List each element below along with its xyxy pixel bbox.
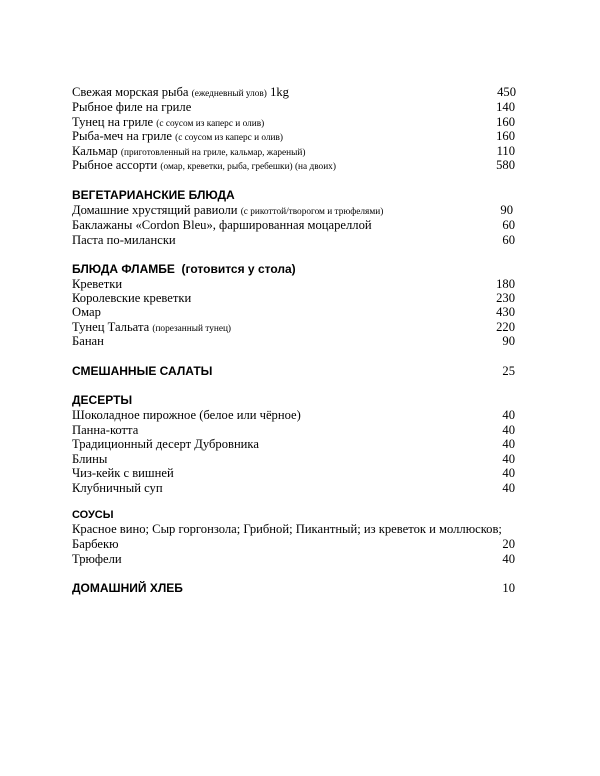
section-heading-sauces: СОУСЫ xyxy=(72,509,114,521)
item-price: 60 xyxy=(502,233,515,247)
item-price: 430 xyxy=(496,305,515,319)
item-price: 40 xyxy=(502,452,515,466)
item-note: (порезанный тунец) xyxy=(152,324,232,334)
item-price: 160 xyxy=(496,115,515,129)
section-heading-flambe: БЛЮДА ФЛАМБЕ (готовится у стола) xyxy=(72,262,296,276)
item-note: (с соусом из каперс и олив) xyxy=(156,119,265,129)
item-price: 40 xyxy=(502,437,515,451)
item-price: 110 xyxy=(496,144,515,158)
menu-item xyxy=(72,85,515,100)
menu-item: Барбекю 20 xyxy=(72,537,515,551)
item-price: 180 xyxy=(496,277,515,291)
item-name: Кальмар xyxy=(72,144,118,158)
item-price: 90 xyxy=(502,334,515,348)
menu-item xyxy=(72,158,515,173)
item-name: Тунец на гриле xyxy=(72,115,154,129)
menu-item: Паста по-милански 60 xyxy=(72,233,515,247)
item-price: 90 xyxy=(500,203,513,217)
section-heading-vegetarian: ВЕГЕТАРИАНСКИЕ БЛЮДА xyxy=(72,188,235,202)
menu-item: Панна-котта 40 xyxy=(72,423,515,437)
item-price: 40 xyxy=(502,552,515,566)
section-heading-desserts: ДЕСЕРТЫ xyxy=(72,393,133,407)
menu-item: Омар 430 xyxy=(72,305,515,319)
menu-item xyxy=(72,144,515,159)
item-price: 450 xyxy=(497,85,516,99)
menu-item xyxy=(72,320,515,335)
item-name: Рыбное ассорти xyxy=(72,158,158,172)
menu-item xyxy=(72,115,515,130)
section-heading-bread: ДОМАШНИЙ ХЛЕБ 10 xyxy=(72,581,515,595)
item-note: (приготовленный на гриле, кальмар, жареный) xyxy=(120,148,306,158)
menu-item: Королевские креветки 230 xyxy=(72,291,515,305)
item-price: 40 xyxy=(502,481,515,495)
item-note: (омар, креветки, рыба, гребешки) (на двоих) xyxy=(160,162,336,172)
item-name: Рыба-меч на гриле xyxy=(72,129,172,143)
item-price: 220 xyxy=(496,320,515,334)
sauces-list: Красное вино; Сыр горгонзола; Грибной; Пикантный; из креветок и моллюсков; xyxy=(72,522,502,536)
item-price: 40 xyxy=(502,466,515,480)
item-price: 40 xyxy=(502,423,515,437)
item-price: 230 xyxy=(496,291,515,305)
menu-item: Креветки 180 xyxy=(72,277,515,291)
menu-item: Рыбное филе на гриле 140 xyxy=(72,100,515,114)
menu-item: Шоколадное пирожное (белое или чёрное) 40 xyxy=(72,408,515,422)
menu-item xyxy=(72,203,515,218)
menu-item: Баклажаны «Cordon Bleu», фаршированная моцареллой 60 xyxy=(72,218,515,232)
menu-item xyxy=(72,129,515,144)
menu-item: Трюфели 40 xyxy=(72,552,515,566)
item-name: Домашние хрустящий равиоли xyxy=(72,203,238,217)
item-price: 160 xyxy=(496,129,515,143)
item-name: Тунец Тальата xyxy=(72,320,150,334)
item-price: 25 xyxy=(502,364,515,378)
menu-item: Клубничный суп 40 xyxy=(72,481,515,495)
item-price: 580 xyxy=(496,158,515,172)
item-price: 60 xyxy=(502,218,515,232)
item-note: (с рикоттой/творогом и трюфелями) xyxy=(240,207,384,217)
item-note: (ежедневный улов) xyxy=(191,89,267,99)
section-heading-salads: СМЕШАННЫЕ САЛАТЫ 25 xyxy=(72,364,515,378)
item-price: 40 xyxy=(502,408,515,422)
menu-item: Традиционный десерт Дубровника 40 xyxy=(72,437,515,451)
menu-item: Чиз-кейк с вишней 40 xyxy=(72,466,515,480)
menu-item: Блины 40 xyxy=(72,452,515,466)
item-note: (с соусом из каперс и олив) xyxy=(175,133,284,143)
item-unit: 1kg xyxy=(270,85,289,99)
item-price: 20 xyxy=(502,537,515,551)
item-name: Свежая морская рыба xyxy=(72,85,189,99)
item-price: 140 xyxy=(496,100,515,114)
item-price: 10 xyxy=(502,581,515,595)
menu-item: Банан 90 xyxy=(72,334,515,348)
